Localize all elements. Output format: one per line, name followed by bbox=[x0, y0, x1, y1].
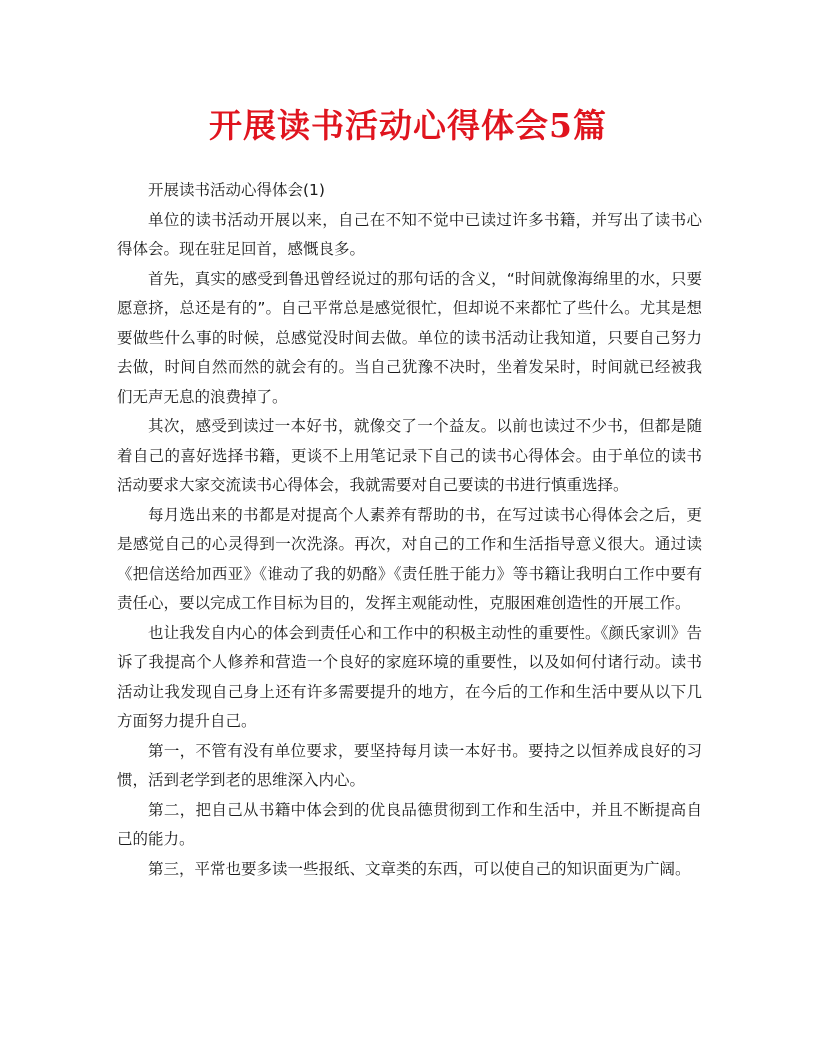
body-paragraph: 第三，平常也要多读一些报纸、文章类的东西，可以使自己的知识面更为广阔。 bbox=[148, 859, 691, 878]
document-title: 开展读书活动心得体会5篇 bbox=[209, 106, 607, 145]
body-paragraph: 每月选出来的书都是对提高个人素养有帮助的书，在写过读书心得体会之后，更是感觉自己的心灵得到一次洗涤。再次，对自己的工作和生活指导意义很大。通过读《把信送给加西亚》《谁动了我的奶酪》《责任胜于能力》等书籍让我明白工作中要有责任心，要以完成工作目标为目的，发挥主观能动性，克服困难创造性的开展工作。 bbox=[117, 505, 702, 612]
body-paragraph: 第二，把自己从书籍中体会到的优良品德贯彻到工作和生活中，并且不断提高自己的能力。 bbox=[117, 800, 702, 848]
body-paragraph: 第一，不管有没有单位要求，要坚持每月读一本好书。要持之以恒养成良好的习惯，活到老学到老的思维深入内心。 bbox=[117, 741, 702, 789]
body-paragraph: 首先，真实的感受到鲁迅曾经说过的那句话的含义，“时间就像海绵里的水，只要愿意挤，总还是有的”。自己平常总是感觉很忙，但却说不来都忙了些什么。尤其是想要做些什么事的时候，总感觉没时间去做。单位的读书活动让我知道，只要自己努力去做，时间自然而然的就会有的。当自己犹豫不决时，坐着发呆时，时间就已经被我们无声无息的浪费掉了。 bbox=[117, 269, 702, 406]
body-paragraph: 其次，感受到读过一本好书，就像交了一个益友。以前也读过不少书，但都是随着自己的喜好选择书籍，更谈不上用笔记录下自己的读书心得体会。由于单位的读书活动要求大家交流读书心得体会，我就需要对自己要读的书进行慎重选择。 bbox=[117, 417, 702, 494]
body-paragraph: 也让我发自内心的体会到责任心和工作中的积极主动性的重要性。《颜氏家训》告诉了我提高个人修养和营造一个良好的家庭环境的重要性，以及如何付诸行动。读书活动让我发现自己身上还有许多需要提升的地方，在今后的工作和生活中要从以下几方面努力提升自己。 bbox=[117, 623, 702, 730]
document-body bbox=[117, 176, 702, 884]
body-paragraph: 单位的读书活动开展以来，自己在不知不觉中已读过许多书籍，并写出了读书心得体会。现在驻足回首，感慨良多。 bbox=[117, 210, 702, 258]
section-heading: 开展读书活动心得体会(1) bbox=[148, 181, 325, 199]
